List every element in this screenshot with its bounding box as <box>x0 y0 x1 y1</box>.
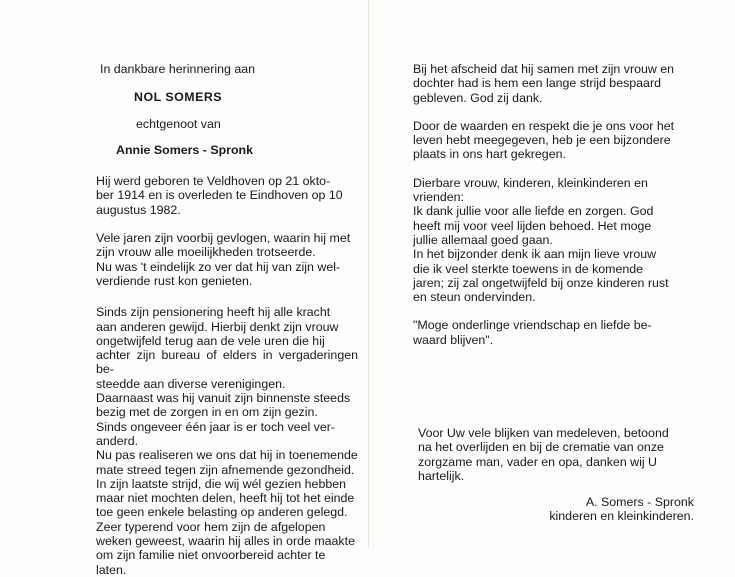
farewell-paragraph <box>413 62 691 105</box>
text-line: die ik veel sterkte toewens in de komende <box>413 261 644 276</box>
text-line: gebleven. God zij dank. <box>413 90 543 105</box>
text-line: bezig met de zorgen in en om zijn gezin. <box>96 405 318 420</box>
text-line: zijn vrouw alle moeilijkheden trotseerde. <box>96 245 316 260</box>
spouse-name: Annie Somers - Spronk <box>116 142 254 157</box>
text-line: aan anderen gewijd. Hierbij denkt zijn vrouw <box>96 319 339 334</box>
text-line: hartelijk. <box>418 468 465 483</box>
text-line: Hij werd geboren te Veldhoven op 21 okto- <box>96 174 331 189</box>
signature-name: A. Somers - Spronk <box>585 495 694 510</box>
text-line: zorgzame man, vader en opa, danken wij U <box>418 454 657 469</box>
text-line: achter zijn bureau of elders in vergaderingen be- <box>96 348 358 377</box>
text-line: mate streed tegen zijn afnemende gezondheid. <box>96 462 355 477</box>
quote-paragraph <box>413 318 691 347</box>
text-line: Bij het afscheid dat hij samen met zijn vrouw en <box>413 62 675 76</box>
text-line: In het bijzonder denk ik aan mijn lieve vrouw <box>413 247 657 262</box>
text-line: Dierbare vrouw, kinderen, kleinkinderen en <box>413 175 648 190</box>
message-paragraph <box>413 176 691 305</box>
text-line: laten. <box>96 562 127 577</box>
text-line: en steun ondervinden. <box>413 290 536 305</box>
text-line: toe geen enkele belasting op anderen gelegd. <box>96 505 348 520</box>
signature-family: kinderen en kleinkinderen. <box>549 509 694 524</box>
text-line: heeft mij voor veel lijden behoed. Het moge <box>413 218 652 233</box>
left-panel <box>96 62 358 577</box>
spouse-of-label: echtgenoot van <box>136 116 221 131</box>
text-line: weken geweest, waarin hij alles in orde maakte <box>96 534 355 549</box>
text-line: In zijn laatste strijd, die wij wél gezien hebben <box>96 476 347 491</box>
text-line: Sinds zijn pensionering heeft hij alle kracht <box>96 305 331 320</box>
text-line: Daarnaast was hij vanuit zijn binnenste steeds <box>96 391 351 406</box>
text-line: Zeer typerend voor hem zijn de afgelopen <box>96 519 326 534</box>
text-line: anderd. <box>96 433 139 448</box>
text-line: Door de waarden en respekt die je ons voor het <box>413 118 675 133</box>
text-line: vrienden: <box>413 190 464 205</box>
text-line: steedde aan diverse verenigingen. <box>96 376 286 391</box>
text-line: plaats in ons hart gekregen. <box>413 147 566 162</box>
text-line: waard blijven". <box>413 332 494 347</box>
intro-text: In dankbare herinnering aan <box>100 62 255 76</box>
text-line: verdiende rust kon genieten. <box>96 273 253 288</box>
text-line: Vele jaren zijn voorbij gevlogen, waarin hij met <box>96 231 351 246</box>
text-line: leven hebt meegegeven, heb je een bijzondere <box>413 133 671 148</box>
text-line: dochter had is hem een lange strijd bespaard <box>413 76 661 91</box>
right-panel <box>413 62 691 347</box>
text-line: Nu pas realiseren we ons dat hij in toenemende <box>96 448 358 463</box>
card-fold-line <box>368 0 369 547</box>
thanks-paragraph <box>418 426 694 483</box>
text-line: Sinds ongeveer één jaar is er toch veel ver- <box>96 419 335 434</box>
retirement-paragraph <box>96 305 358 577</box>
text-line: augustus 1982. <box>96 202 181 217</box>
text-line: jaren; zij zal ongetwijfeld bij onze kinderen rust <box>413 275 669 290</box>
text-line: Ik dank jullie voor alle liefde en zorgen. God <box>413 204 654 219</box>
deceased-name: NOL SOMERS <box>134 90 223 105</box>
text-line: Voor Uw vele blijken van medeleven, betoond <box>418 426 669 440</box>
text-line: ongetwijfeld terug aan de vele uren die hij <box>96 333 325 348</box>
values-paragraph <box>413 119 691 162</box>
life-paragraph <box>96 231 358 288</box>
text-line: om zijn familie niet onvoorbereid achter te <box>96 548 326 563</box>
thanks-block <box>418 426 694 524</box>
text-line: jullie allemaal goed gaan. <box>413 232 553 247</box>
birth-death-paragraph <box>96 174 358 217</box>
text-line: ber 1914 en is overleden te Eindhoven op 10 <box>96 188 343 203</box>
text-line: "Moge onderlinge vriendschap en liefde be- <box>413 318 652 333</box>
text-line: Nu was 't eindelijk zo ver dat hij van zijn wel- <box>96 259 341 274</box>
text-line: na het overlijden en bij de crematie van onze <box>418 440 664 455</box>
text-line: maar niet mochten delen, heeft hij tot het einde <box>96 491 355 506</box>
